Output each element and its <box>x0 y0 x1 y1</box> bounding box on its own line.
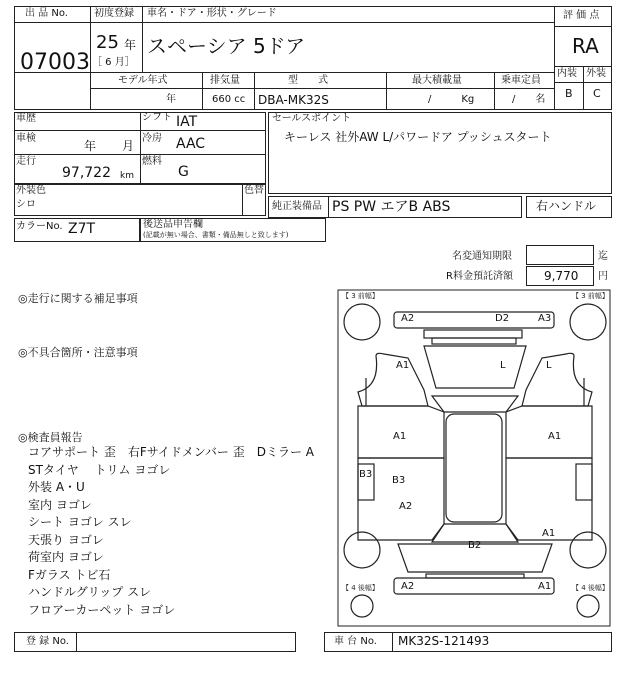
ac-label: 冷房 <box>142 133 162 144</box>
mark-right-front-door: A1 <box>548 431 562 442</box>
report-line: Fガラス トビ石 <box>28 567 111 582</box>
displacement-label: 排気量 <box>210 75 240 86</box>
report-line: シート ヨゴレ スレ <box>28 515 132 529</box>
mark-left-rear-lower: A2 <box>399 501 413 512</box>
mark-front-bumper-mid: D2 <box>495 313 510 324</box>
tire-rear-right <box>570 532 606 568</box>
month-value: ［ 6 月］ <box>92 57 135 68</box>
capacity-value: / 名 <box>512 94 546 105</box>
front-bumper <box>394 312 554 328</box>
report-line: コアサポート 歪 右Fサイドメンバー 歪 Dミラー A <box>28 445 314 459</box>
inspection-label: 車検 <box>16 133 36 144</box>
mark-left-front-fender: A1 <box>396 360 410 371</box>
car-name: スペーシア 5ドア <box>147 34 306 58</box>
mark-left-front-door: A1 <box>393 431 407 442</box>
report-line: 外装 A・U <box>28 480 85 494</box>
report-line: ハンドルグリップ スレ <box>28 585 152 599</box>
right-step <box>576 464 592 500</box>
mileage-value: 97,722 <box>62 165 111 181</box>
fuel-value: G <box>178 164 189 180</box>
name-change-label: 名変通知期限 <box>452 251 512 262</box>
color-change-label: 色替 <box>244 185 264 196</box>
fuel-label: 燃料 <box>142 156 162 167</box>
mark-rear-bumper-right: A1 <box>538 581 552 592</box>
hood <box>424 346 526 388</box>
model-year-label: モデル年式 <box>118 75 168 86</box>
declaration-note: (記載が無い場合、書類・備品無しと致します) <box>143 231 289 239</box>
ext-color-value: シロ <box>16 199 36 210</box>
inspection-month: 月 <box>122 139 135 153</box>
sales-point-text: キーレス 社外AW L/パワードア プッシュスタート <box>284 130 552 144</box>
history-label: 車歴 <box>16 113 36 124</box>
declaration-label: 後送品申告欄 <box>143 219 203 230</box>
exterior-grade: C <box>593 87 601 100</box>
mark-rear-hatch: B2 <box>468 540 482 551</box>
sales-point-box <box>268 112 612 194</box>
report-line: 天張り ヨゴレ <box>28 532 104 547</box>
shift-label: シフト <box>142 112 172 123</box>
ext-color-box <box>14 184 266 216</box>
score-value: RA <box>572 34 599 58</box>
inspector-report-label: ◎検査員報告 <box>18 431 83 444</box>
oem-items: PS PW エアB ABS <box>332 199 451 215</box>
interior-label: 内装 <box>557 68 577 79</box>
spare-tire-left <box>351 595 373 617</box>
lot-label: 出 品 No. <box>25 8 68 19</box>
recycle-value: 9,770 <box>544 269 579 283</box>
ac-value: AAC <box>176 136 206 152</box>
tire-front-left <box>344 304 380 340</box>
roof <box>446 414 502 522</box>
load-label: 最大積載量 <box>412 75 462 86</box>
steering-value: 右ハンドル <box>536 199 597 213</box>
year-value: 25 <box>96 32 119 53</box>
displacement-value: 660 cc <box>212 94 246 105</box>
mark-left-rear-side: B3 <box>359 469 373 480</box>
mileage-unit: km <box>120 171 134 181</box>
chassis-no: MK32S-121493 <box>398 634 490 648</box>
year-unit: 年 <box>124 38 137 52</box>
chassis-label: 車 台 No. <box>334 636 377 647</box>
bottom-left-corner-label: 【 4 後幅】 <box>342 584 379 592</box>
load-value: / Kg <box>428 94 475 105</box>
name-label: 車名・ドア・形状・グレード <box>147 8 277 19</box>
top-left-corner-label: 【 3 前幅】 <box>342 292 379 300</box>
driving-notes-label: ◎走行に関する補足事項 <box>18 292 138 305</box>
report-line: フロアーカーペット ヨゴレ <box>28 602 176 617</box>
front-grille <box>424 330 522 338</box>
inspector-report-list <box>28 446 318 621</box>
car-damage-diagram <box>336 288 614 630</box>
mark-front-bumper-right: A3 <box>538 313 552 324</box>
mark-left-rear-door: B3 <box>392 475 406 486</box>
exterior-label: 外装 <box>586 68 606 79</box>
ext-color-label: 外装色 <box>16 185 46 196</box>
windshield <box>432 396 518 412</box>
name-change-box <box>526 245 594 265</box>
tire-front-right <box>570 304 606 340</box>
capacity-label: 乗車定員 <box>501 75 541 86</box>
model-year-unit: 年 <box>166 94 176 105</box>
report-line: STタイヤ トリム ヨゴレ <box>28 462 171 477</box>
mark-rear-bumper: A2 <box>401 581 415 592</box>
spare-tire-right <box>577 595 599 617</box>
mark-right-front-fender: L <box>546 360 552 371</box>
type-label: 型 式 <box>288 75 328 86</box>
first-reg-label: 初度登録 <box>94 8 134 19</box>
recycle-unit: 円 <box>598 271 608 282</box>
model-code: DBA-MK32S <box>258 93 329 107</box>
interior-grade: B <box>565 87 573 100</box>
bottom-right-corner-label: 【 4 後幅】 <box>572 584 609 592</box>
score-label: 評 価 点 <box>563 10 600 21</box>
tire-rear-left <box>344 532 380 568</box>
lot-number: 07003 <box>20 50 90 75</box>
left-front-fender <box>358 353 428 406</box>
mark-hood-right: L <box>500 360 506 371</box>
color-no-value: Z7T <box>68 221 96 237</box>
right-front-fender <box>522 353 592 406</box>
inspection-year: 年 <box>84 139 97 153</box>
reg-no-label: 登 録 No. <box>26 636 69 647</box>
oem-label: 純正装備品 <box>272 201 322 212</box>
top-right-corner-label: 【 3 前幅】 <box>572 292 609 300</box>
mark-front-bumper-left: A2 <box>401 313 415 324</box>
sales-point-label: セールスポイント <box>272 113 352 124</box>
defects-label: ◎不具合箇所・注意事項 <box>18 346 138 359</box>
report-line: 荷室内 ヨゴレ <box>28 550 104 564</box>
color-no-label: カラーNo. <box>16 221 63 232</box>
recycle-label: R料金預託済額 <box>446 271 513 282</box>
report-line: 室内 ヨゴレ <box>28 497 92 512</box>
mark-right-rear-lower: A1 <box>542 528 556 539</box>
name-change-unit: 迄 <box>598 251 608 262</box>
mileage-label: 走行 <box>16 156 36 167</box>
shift-value: IAT <box>176 114 198 130</box>
rear-bumper <box>394 578 554 594</box>
